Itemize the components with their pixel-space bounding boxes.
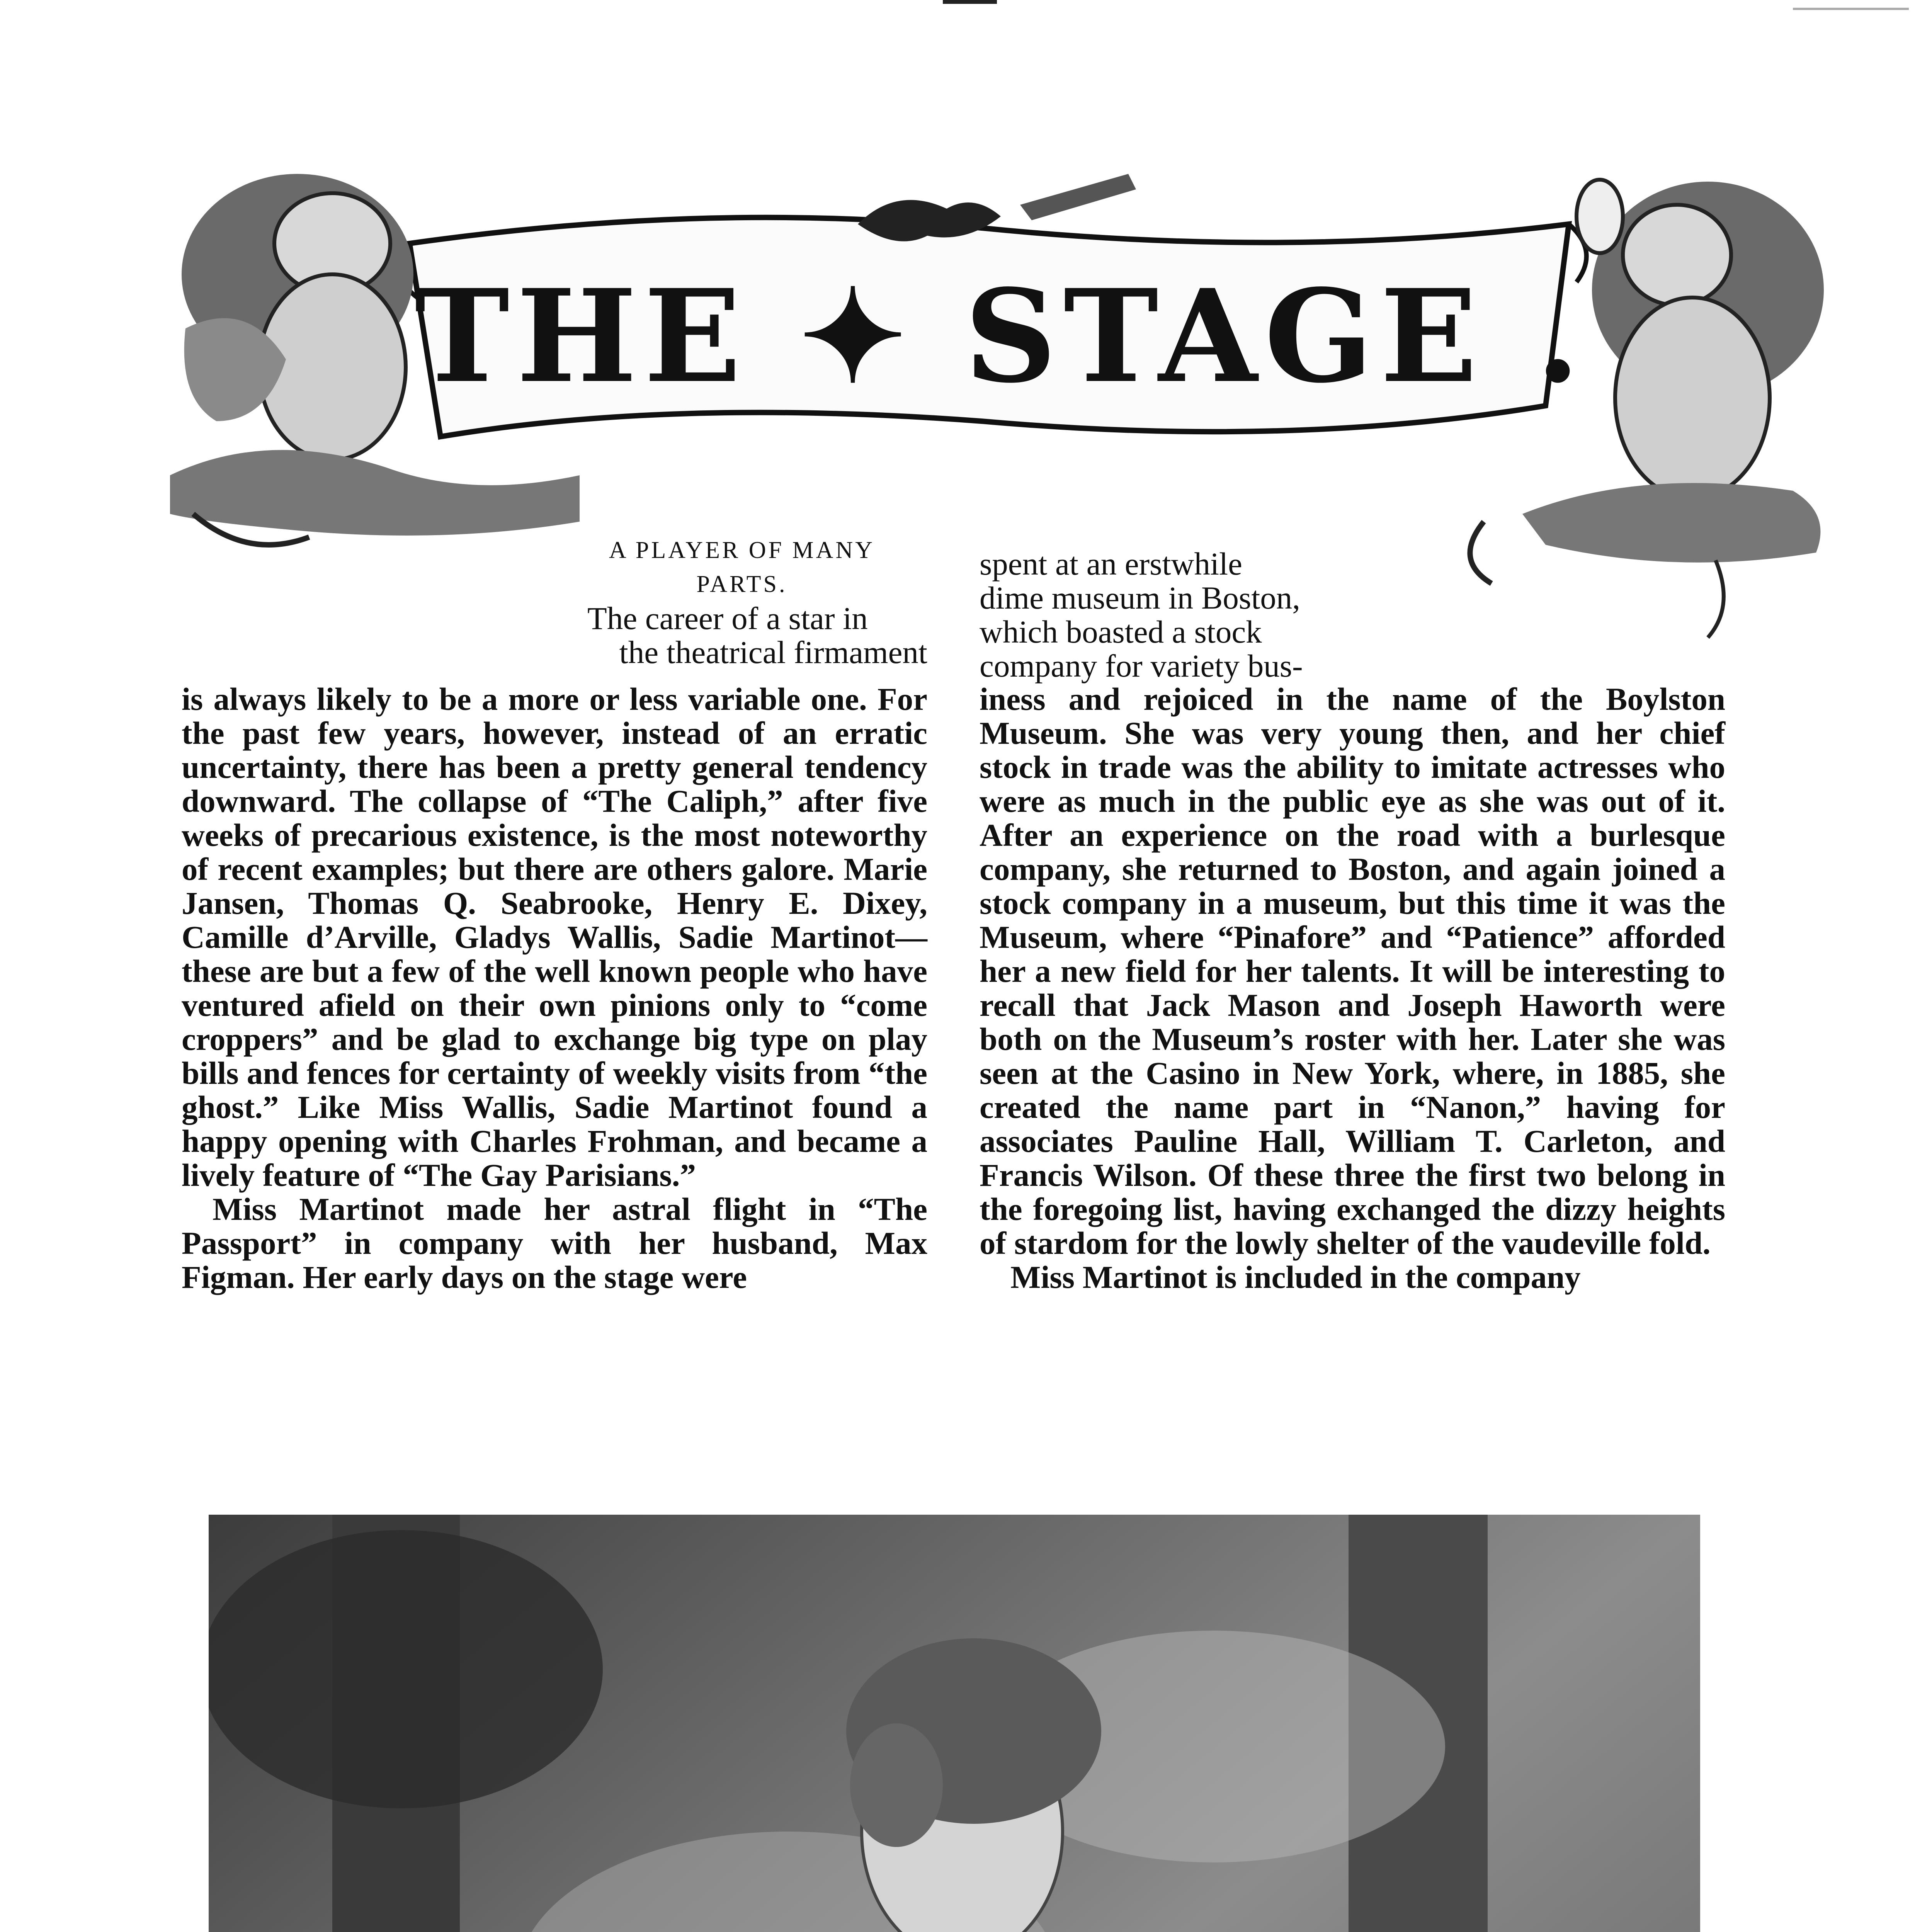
article-heading-line1: A PLAYER OF MANY — [609, 537, 875, 563]
article-right-intro-line1: spent at an erstwhile — [980, 546, 1242, 582]
corner-rule — [1793, 8, 1909, 10]
article-right-intro-line2: dime museum in Boston, — [980, 580, 1300, 616]
article-right-paragraph-1: iness and rejoiced in the name of the Boylston Museum. She was very young then, and her chief stock in trade was the ability to imitate actresses who were as much in the public eye as she was out of it. After an experience on the road with a burlesque company, she returned to Boston, and again joined a stock company in a museum, but this time it was the Museum, where “Pinafore” and “Patience” afforded her a new field for her talents. It will be interesting to recall that Jack Mason and Joseph Haworth were both on the Museum’s roster with her. Later she was seen at the Casino in New York, where, in 1885, she created the name part in “Nanon,” having for associates Pauline Hall, William T. Carleton, and Francis Wilson. Of these three the first two belong in the foregoing list, having exchanged the dizzy heights of stardom for the lowly shelter of the vaudeville fold. — [980, 681, 1725, 1261]
article-left-paragraph-2: Miss Martinot made her astral flight in “The Passport” in company with her husband, Max Figman. Her early days on the stage were — [182, 1191, 927, 1295]
article-right-intro-line4: company for variety bus- — [980, 648, 1303, 684]
article-intro-line2: the theatrical firmament — [619, 634, 927, 670]
article-right-intro — [980, 547, 1385, 683]
article-heading-line2: PARTS. — [696, 571, 787, 597]
article-intro-line1: The career of a star in — [587, 600, 868, 636]
article-right-intro-line3: which boasted a stock — [980, 614, 1262, 650]
portrait-photograph — [209, 1515, 1700, 1932]
article-right-column — [980, 682, 1725, 1294]
portrait-art — [209, 1515, 1700, 1932]
article-left-column — [182, 682, 927, 1294]
article-left-intro — [556, 533, 927, 669]
article-right-paragraph-2: Miss Martinot is included in the company — [1010, 1259, 1581, 1295]
masthead-title: THE ✦ STAGE . — [414, 261, 1587, 411]
article-left-paragraph-1: is always likely to be a more or less variable one. For the past few years, however, instead of an erratic uncertainty, there has been a pretty general tendency downward. The collapse of “The Caliph,” after five weeks of precarious existence, is the most noteworthy of recent examples; but there are others galore. Marie Jansen, Thomas Q. Seabrooke, Henry E. Dixey, Camille d’Arville, Gladys Wallis, Sadie Martinot—these are but a few of the well known people who have ventured afield on their own pinions only to “come croppers” and be glad to exchange big type on play bills and fences for certainty of weekly visits from “the ghost.” Like Miss Wallis, Sadie Martinot found a happy opening with Charles Frohman, and became a lively feature of “The Gay Parisians.” — [182, 681, 927, 1193]
top-rule — [943, 0, 997, 4]
